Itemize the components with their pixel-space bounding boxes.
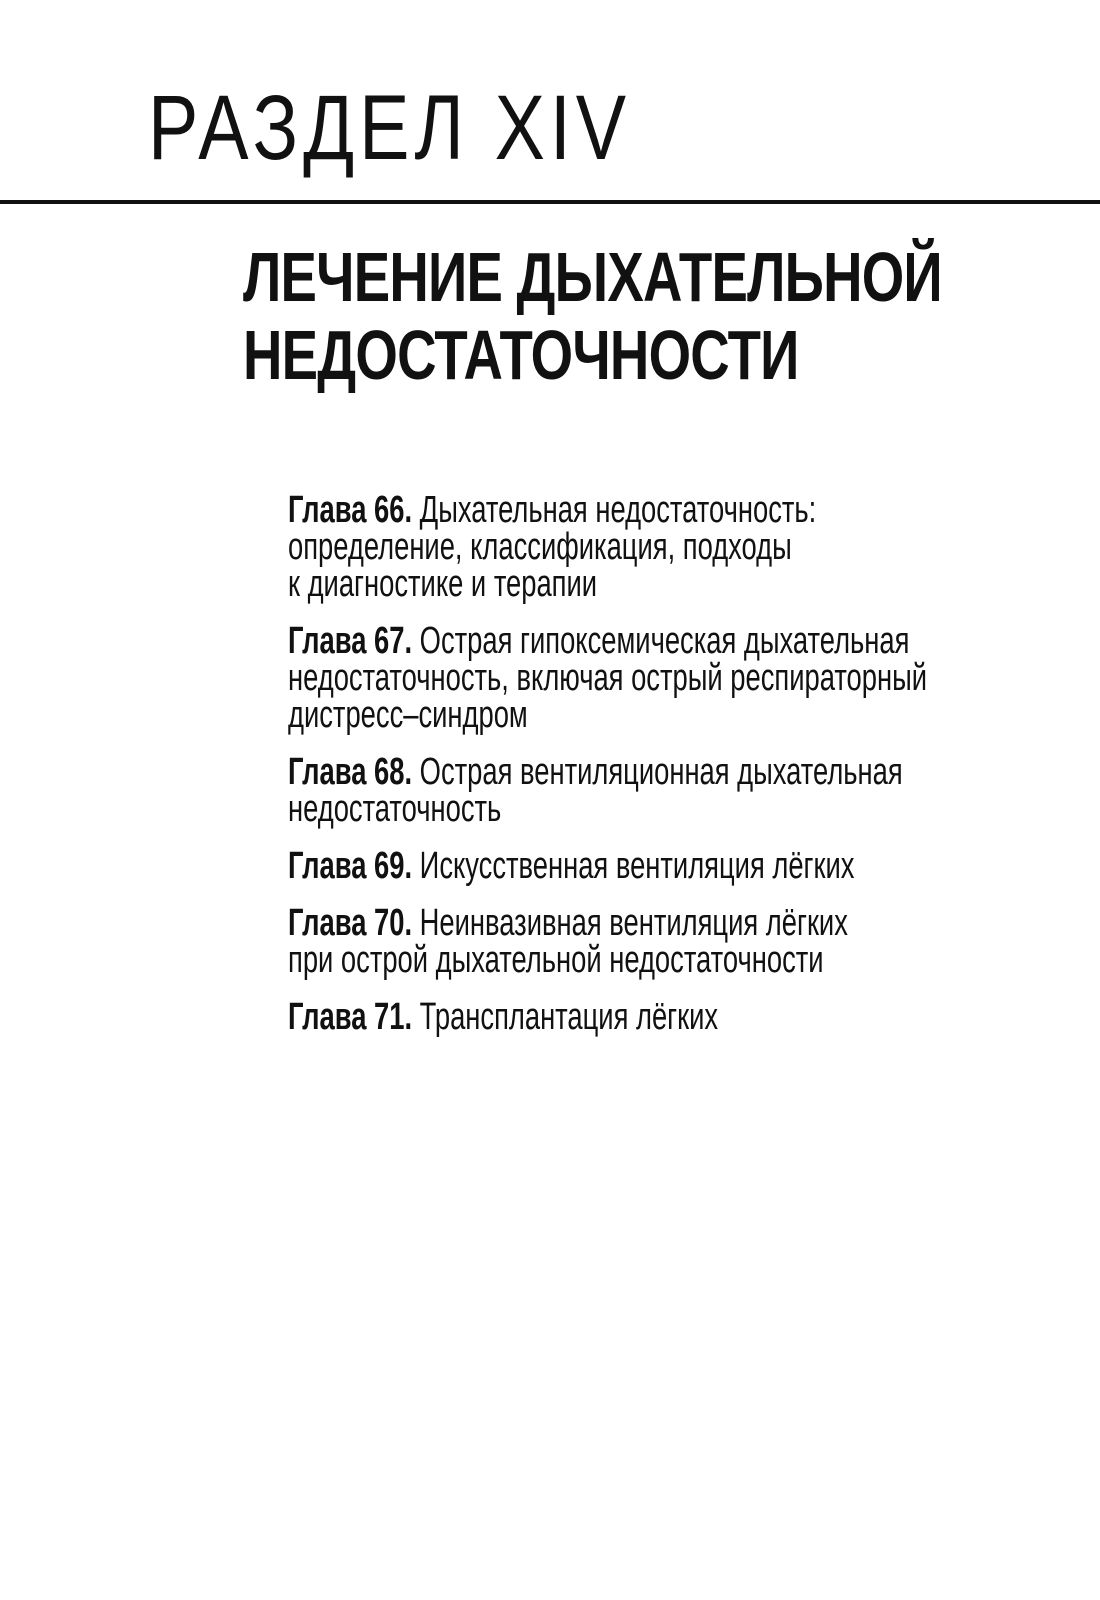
section-title-line: НЕДОСТАТОЧНОСТИ <box>243 316 799 394</box>
chapter-number: Глава 68. <box>288 751 413 793</box>
chapter-title: к диагностике и терапии <box>288 563 598 605</box>
chapter-70 <box>288 902 1008 981</box>
section-title <box>243 238 942 394</box>
chapter-68 <box>288 751 1008 830</box>
chapter-number: Глава 66. <box>288 489 413 531</box>
chapter-line <box>288 751 1008 793</box>
chapter-line <box>288 620 1008 662</box>
chapter-number: Глава 70. <box>288 902 413 944</box>
chapter-title: Острая гипоксемическая дыхательная <box>419 620 910 662</box>
chapter-title: при острой дыхательной недостаточности <box>288 939 824 981</box>
chapter-69 <box>288 845 1008 887</box>
section-title-line: ЛЕЧЕНИЕ ДЫХАТЕЛЬНОЙ <box>243 238 942 316</box>
chapter-line <box>288 902 1008 944</box>
chapter-number: Глава 67. <box>288 620 413 662</box>
chapter-67 <box>288 620 1008 736</box>
chapter-line <box>288 996 1008 1038</box>
chapter-title: недостаточность, включая острый респираторный <box>288 657 928 699</box>
chapter-title: дистресс–синдром <box>288 694 528 736</box>
chapter-title: Искусственная вентиляция лёгких <box>419 845 855 887</box>
chapter-title: Дыхательная недостаточность: <box>419 489 817 531</box>
chapter-title: Трансплантация лёгких <box>419 996 719 1038</box>
chapter-title: недостаточность <box>288 788 502 830</box>
chapter-71 <box>288 996 1008 1038</box>
chapter-number: Глава 69. <box>288 845 413 887</box>
chapter-list <box>288 489 1008 1056</box>
section-label: РАЗДЕЛ XIV <box>148 77 631 179</box>
chapter-number: Глава 71. <box>288 996 413 1038</box>
chapter-title: Острая вентиляционная дыхательная <box>419 751 903 793</box>
chapter-line <box>288 489 1008 531</box>
chapter-66 <box>288 489 1008 605</box>
chapter-line <box>288 845 1008 887</box>
chapter-title: определение, классификация, подходы <box>288 526 792 568</box>
header-rule <box>0 200 1100 204</box>
chapter-title: Неинвазивная вентиляция лёгких <box>419 902 848 944</box>
